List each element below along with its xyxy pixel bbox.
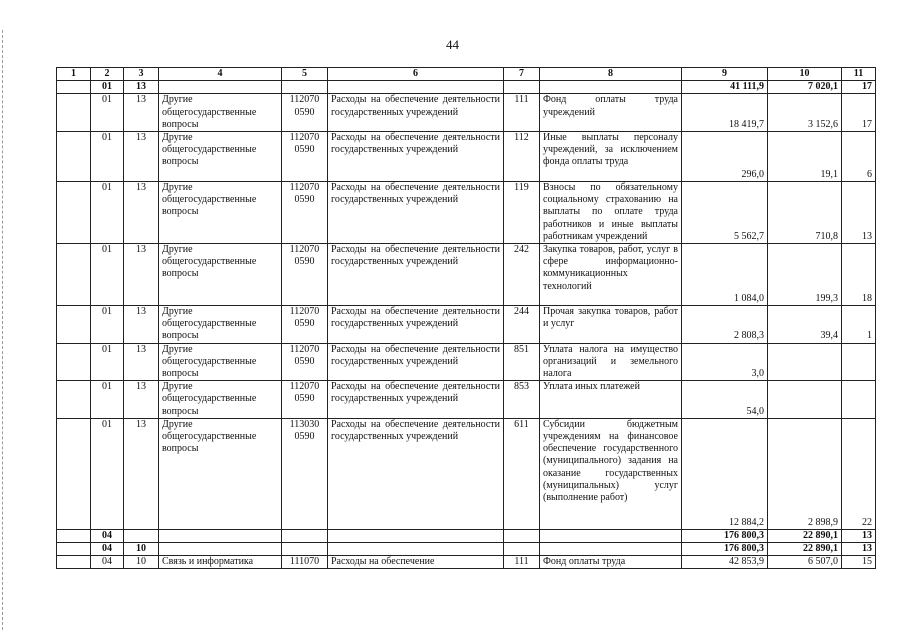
table-cell: 111 xyxy=(504,94,540,132)
table-cell xyxy=(282,529,328,542)
table-cell: 853 xyxy=(504,381,540,419)
table-cell xyxy=(282,543,328,556)
table-cell: Взносы по обязательному социальному страхованию на выплаты по оплате труда работников и иные выплаты работникам учреждений xyxy=(540,182,682,244)
table-row xyxy=(57,306,876,344)
column-header: 6 xyxy=(328,68,504,81)
table-cell: Другие общегосударственные вопросы xyxy=(159,94,282,132)
column-header: 9 xyxy=(682,68,768,81)
page-number: 44 xyxy=(446,37,459,52)
table-cell: 42 853,9 xyxy=(682,556,768,569)
table-subtotal-row xyxy=(57,543,876,556)
column-header: 11 xyxy=(842,68,876,81)
table-cell: 1 084,0 xyxy=(682,244,768,306)
table-cell: 112070 0590 xyxy=(282,381,328,419)
table-cell: Другие общегосударственные вопросы xyxy=(159,381,282,419)
table-cell: Закупка товаров, работ, услуг в сфере информационно-коммуникационных технологий xyxy=(540,244,682,306)
column-header: 7 xyxy=(504,68,540,81)
table-cell xyxy=(57,343,91,381)
table-cell: 111070 xyxy=(282,556,328,569)
table-cell: Другие общегосударственные вопросы xyxy=(159,418,282,529)
table-cell: 13 xyxy=(124,244,159,306)
table-cell xyxy=(57,244,91,306)
table-cell: 15 xyxy=(842,556,876,569)
table-cell: 2 808,3 xyxy=(682,306,768,344)
table-cell xyxy=(504,81,540,94)
table-cell: 13 xyxy=(124,343,159,381)
table-row xyxy=(57,132,876,182)
table-cell: 112070 0590 xyxy=(282,306,328,344)
table-cell: Уплата налога на имущество организаций и земельного налога xyxy=(540,343,682,381)
table-row xyxy=(57,343,876,381)
table-row xyxy=(57,182,876,244)
table-cell: 112070 0590 xyxy=(282,343,328,381)
table-row xyxy=(57,418,876,529)
table-row xyxy=(57,94,876,132)
table-cell: Субсидии бюджетным учреждениям на финансовое обеспечение государственного (муниципального) задания на оказание государственных (муниципальных) услуг (выполнение работ) xyxy=(540,418,682,529)
column-header: 5 xyxy=(282,68,328,81)
table-cell: Связь и информатика xyxy=(159,556,282,569)
column-header: 2 xyxy=(91,68,124,81)
table-cell: 13 xyxy=(124,306,159,344)
table-cell: 13 xyxy=(842,182,876,244)
table-cell: Расходы на обеспечение деятельности государственных учреждений xyxy=(328,132,504,182)
table-cell: 3 152,6 xyxy=(768,94,842,132)
table-cell: 112 xyxy=(504,132,540,182)
table-cell xyxy=(159,543,282,556)
table-cell: 112070 0590 xyxy=(282,94,328,132)
table-cell: Расходы на обеспечение деятельности государственных учреждений xyxy=(328,418,504,529)
table-cell xyxy=(57,94,91,132)
table-cell: 5 562,7 xyxy=(682,182,768,244)
table-cell xyxy=(57,81,91,94)
table-cell: 112070 0590 xyxy=(282,244,328,306)
table-cell: 296,0 xyxy=(682,132,768,182)
table-cell: Расходы на обеспечение деятельности государственных учреждений xyxy=(328,306,504,344)
table-cell: 04 xyxy=(91,543,124,556)
table-cell: 01 xyxy=(91,418,124,529)
table-cell xyxy=(57,529,91,542)
table-cell: 111 xyxy=(504,556,540,569)
table-cell: 01 xyxy=(91,244,124,306)
table-cell: Другие общегосударственные вопросы xyxy=(159,182,282,244)
table-cell: 119 xyxy=(504,182,540,244)
table-cell: 710,8 xyxy=(768,182,842,244)
table-cell: 176 800,3 xyxy=(682,529,768,542)
table-cell xyxy=(504,543,540,556)
table-cell xyxy=(57,381,91,419)
table-cell: 176 800,3 xyxy=(682,543,768,556)
column-header: 10 xyxy=(768,68,842,81)
table-cell: Иные выплаты персоналу учреждений, за исключением фонда оплаты труда xyxy=(540,132,682,182)
table-cell xyxy=(540,81,682,94)
table-cell: 7 020,1 xyxy=(768,81,842,94)
table-cell xyxy=(768,343,842,381)
table-cell: Другие общегосударственные вопросы xyxy=(159,132,282,182)
table-cell xyxy=(768,381,842,419)
table-cell: 18 419,7 xyxy=(682,94,768,132)
table-cell: Расходы на обеспечение деятельности государственных учреждений xyxy=(328,244,504,306)
table-cell: 3,0 xyxy=(682,343,768,381)
table-cell xyxy=(842,381,876,419)
table-cell: 19,1 xyxy=(768,132,842,182)
table-cell: 112070 0590 xyxy=(282,132,328,182)
table-cell: 851 xyxy=(504,343,540,381)
table-cell: 01 xyxy=(91,182,124,244)
table-cell xyxy=(57,556,91,569)
column-header: 8 xyxy=(540,68,682,81)
table-cell xyxy=(328,81,504,94)
column-header: 4 xyxy=(159,68,282,81)
table-cell: 41 111,9 xyxy=(682,81,768,94)
table-cell xyxy=(124,529,159,542)
table-cell: 10 xyxy=(124,556,159,569)
table-cell xyxy=(328,543,504,556)
table-cell: 13 xyxy=(124,132,159,182)
table-cell: 01 xyxy=(91,132,124,182)
column-header: 1 xyxy=(57,68,91,81)
table-cell: Другие общегосударственные вопросы xyxy=(159,244,282,306)
table-cell: 01 xyxy=(91,381,124,419)
table-cell: Другие общегосударственные вопросы xyxy=(159,306,282,344)
table-cell: 17 xyxy=(842,81,876,94)
table-cell: Фонд оплаты труда учреждений xyxy=(540,94,682,132)
table-cell: Другие общегосударственные вопросы xyxy=(159,343,282,381)
table-cell: 39,4 xyxy=(768,306,842,344)
table-cell xyxy=(159,529,282,542)
table-cell: 113030 0590 xyxy=(282,418,328,529)
table-cell: 6 507,0 xyxy=(768,556,842,569)
table-cell: Расходы на обеспечение деятельности государственных учреждений xyxy=(328,381,504,419)
table-cell xyxy=(504,529,540,542)
table-cell: Расходы на обеспечение xyxy=(328,556,504,569)
table-cell: 13 xyxy=(124,94,159,132)
table-cell: 01 xyxy=(91,81,124,94)
table-cell xyxy=(159,81,282,94)
table-cell: 01 xyxy=(91,306,124,344)
table-cell: 22 xyxy=(842,418,876,529)
table-cell: 12 884,2 xyxy=(682,418,768,529)
table-cell xyxy=(328,529,504,542)
table-cell: 22 890,1 xyxy=(768,529,842,542)
table-cell: 244 xyxy=(504,306,540,344)
column-header: 3 xyxy=(124,68,159,81)
table-cell: 242 xyxy=(504,244,540,306)
table-row xyxy=(57,556,876,569)
table-cell: 13 xyxy=(842,543,876,556)
table-row xyxy=(57,381,876,419)
budget-allocation-table xyxy=(56,67,876,569)
table-cell: 6 xyxy=(842,132,876,182)
table-cell: 17 xyxy=(842,94,876,132)
table-cell: 01 xyxy=(91,94,124,132)
table-cell: Уплата иных платежей xyxy=(540,381,682,419)
table-cell: 13 xyxy=(842,529,876,542)
table-cell: 10 xyxy=(124,543,159,556)
binding-margin-line xyxy=(2,30,3,630)
table-cell: 22 890,1 xyxy=(768,543,842,556)
table-cell: 13 xyxy=(124,182,159,244)
table-cell: 2 898,9 xyxy=(768,418,842,529)
table-cell: Фонд оплаты труда xyxy=(540,556,682,569)
table-subtotal-row xyxy=(57,81,876,94)
table-cell: 18 xyxy=(842,244,876,306)
table-cell xyxy=(540,529,682,542)
table-cell xyxy=(57,543,91,556)
table-cell: 1 xyxy=(842,306,876,344)
table-cell: 04 xyxy=(91,556,124,569)
table-cell: Прочая закупка товаров, работ и услуг xyxy=(540,306,682,344)
table-cell: 13 xyxy=(124,381,159,419)
table-cell: Расходы на обеспечение деятельности государственных учреждений xyxy=(328,343,504,381)
table-cell xyxy=(57,182,91,244)
table-cell: 199,3 xyxy=(768,244,842,306)
table-cell xyxy=(57,418,91,529)
table-cell xyxy=(282,81,328,94)
table-cell: 01 xyxy=(91,343,124,381)
table-header-row xyxy=(57,68,876,81)
table-cell: 611 xyxy=(504,418,540,529)
table-cell xyxy=(57,306,91,344)
table-cell: 13 xyxy=(124,81,159,94)
table-cell: 04 xyxy=(91,529,124,542)
table-cell: 54,0 xyxy=(682,381,768,419)
table-cell: 112070 0590 xyxy=(282,182,328,244)
table-cell xyxy=(57,132,91,182)
table-cell: Расходы на обеспечение деятельности государственных учреждений xyxy=(328,182,504,244)
table-cell: 13 xyxy=(124,418,159,529)
table-cell xyxy=(842,343,876,381)
table-row xyxy=(57,244,876,306)
table-subtotal-row xyxy=(57,529,876,542)
table-cell: Расходы на обеспечение деятельности государственных учреждений xyxy=(328,94,504,132)
table-cell xyxy=(540,543,682,556)
